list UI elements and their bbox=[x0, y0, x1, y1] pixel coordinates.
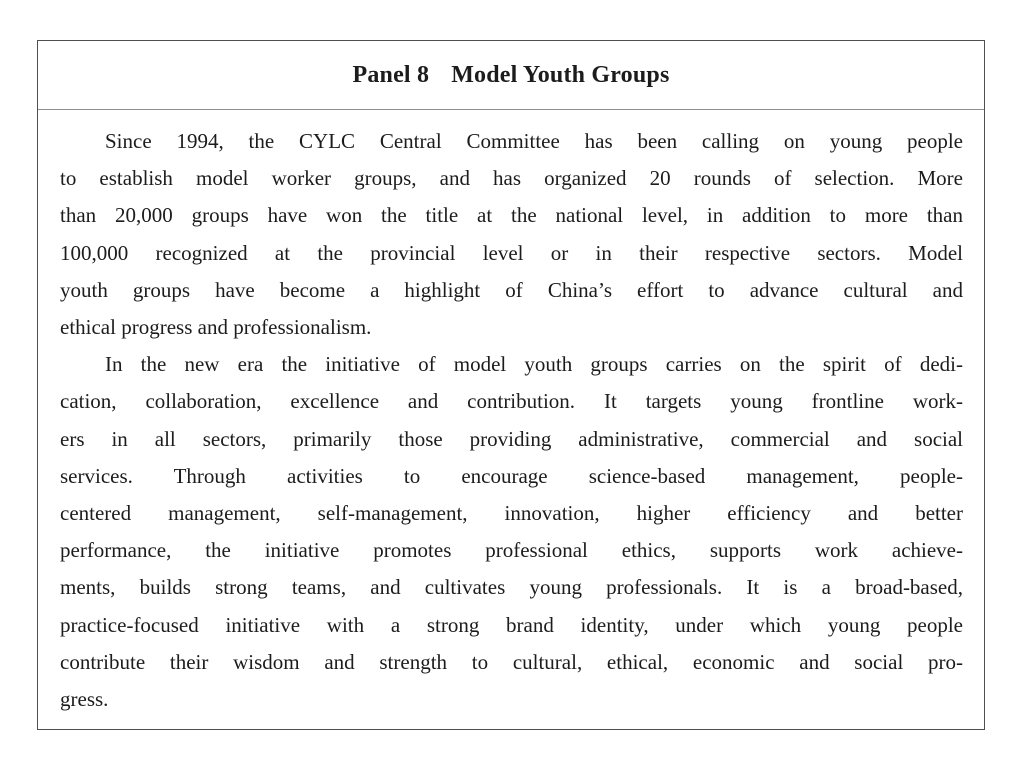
panel-box bbox=[37, 40, 985, 730]
text-line: youth groups have become a highlight of China’s effort to advance cultural and bbox=[60, 277, 963, 302]
text-line: centered management, self-management, innovation, higher efficiency and better bbox=[60, 501, 963, 526]
text-line: cation, collaboration, excellence and contribution. It targets young frontline work- bbox=[60, 389, 963, 414]
text-line: ethical progress and professionalism. bbox=[60, 315, 372, 340]
text-line: performance, the initiative promotes professional ethics, supports work achieve- bbox=[60, 538, 963, 563]
text-line: In the new era the initiative of model youth groups carries on the spirit of dedi- bbox=[105, 352, 963, 377]
text-line: than 20,000 groups have won the title at the national level, in addition to more than bbox=[60, 203, 963, 228]
panel-title-text: Model Youth Groups bbox=[451, 61, 670, 88]
text-line: Since 1994, the CYLC Central Committee has been calling on young people bbox=[105, 129, 963, 153]
panel-number-label: Panel 8 bbox=[352, 61, 430, 88]
text-line: ers in all sectors, primarily those providing administrative, commercial and social bbox=[60, 426, 963, 451]
panel-body bbox=[38, 110, 984, 718]
panel-header bbox=[38, 41, 984, 110]
text-line: contribute their wisdom and strength to cultural, ethical, economic and social pro- bbox=[60, 649, 963, 674]
text-line: gress. bbox=[60, 687, 109, 712]
text-line: to establish model worker groups, and has organized 20 rounds of selection. More bbox=[60, 166, 963, 191]
text-line: 100,000 recognized at the provincial level or in their respective sectors. Model bbox=[60, 240, 963, 265]
text-line: practice-focused initiative with a strong brand identity, under which young people bbox=[60, 612, 963, 637]
paragraph-1 bbox=[60, 123, 963, 346]
paragraph-2 bbox=[60, 346, 963, 718]
panel-title bbox=[352, 62, 669, 89]
text-line: ments, builds strong teams, and cultivates young professionals. It is a broad-based, bbox=[60, 575, 963, 600]
text-line: services. Through activities to encourage science-based management, people- bbox=[60, 463, 963, 488]
